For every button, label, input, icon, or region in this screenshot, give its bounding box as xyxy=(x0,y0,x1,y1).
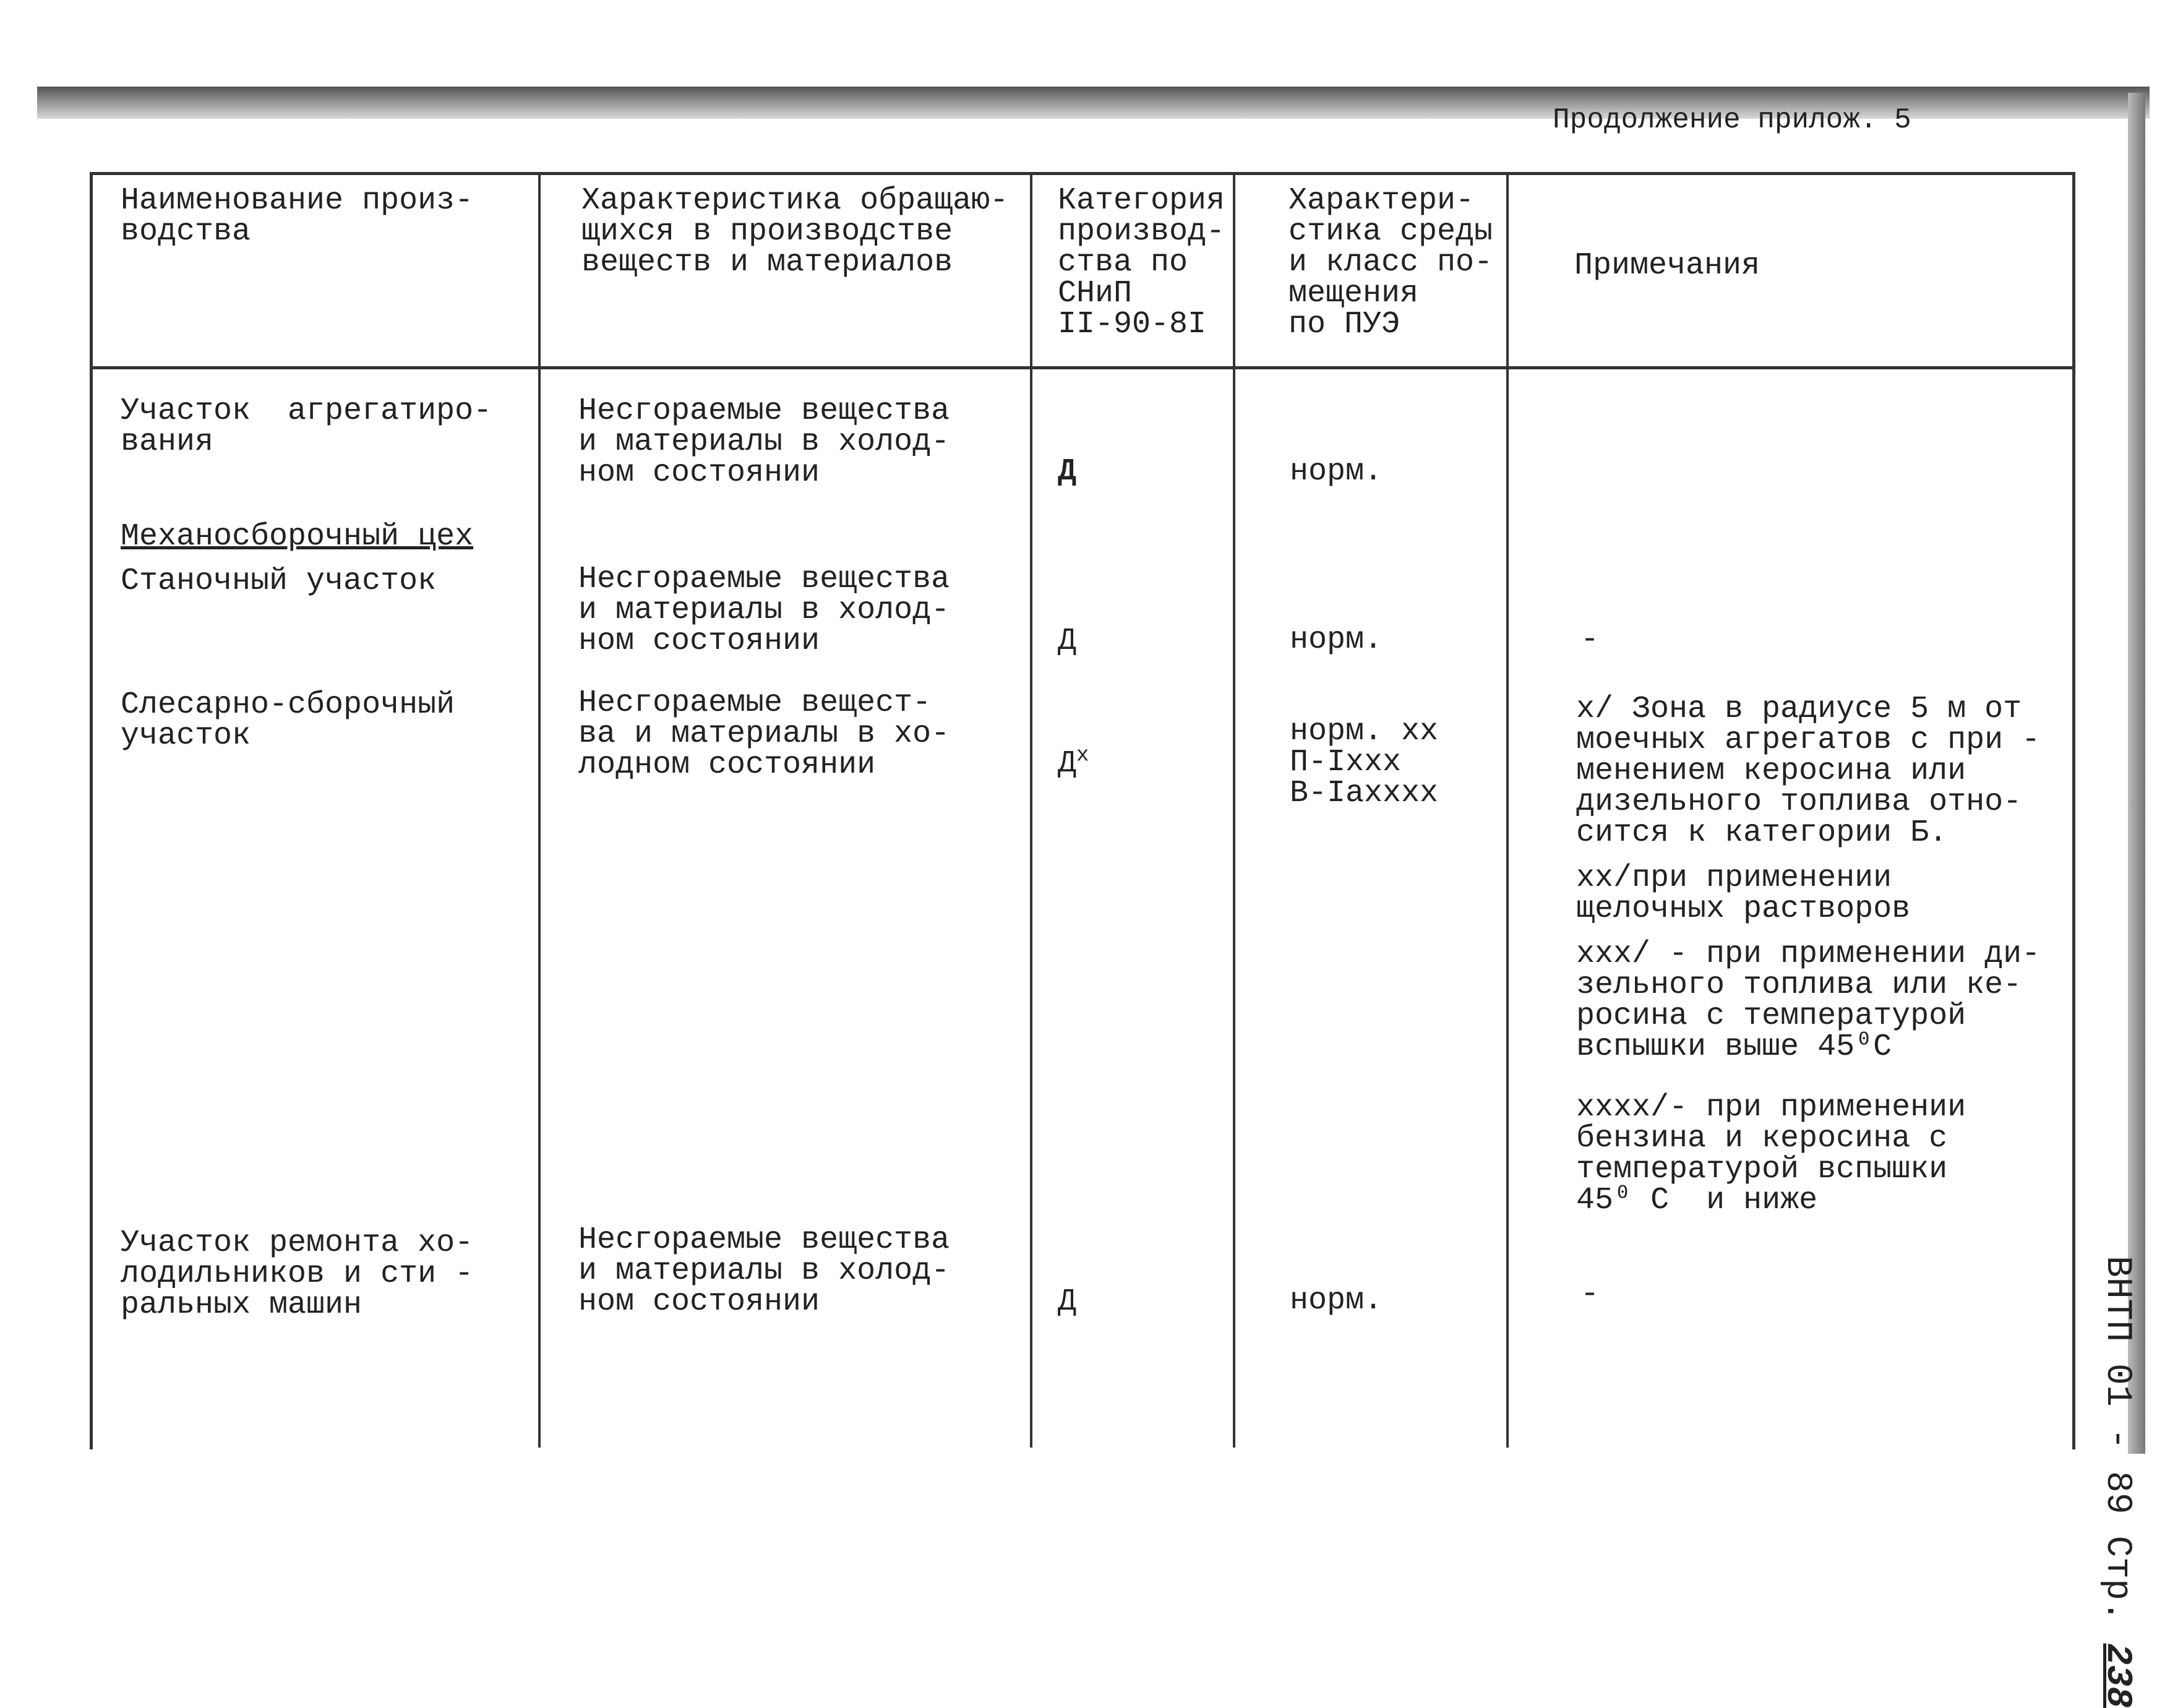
row-2-notes: - xyxy=(1580,622,1600,658)
row-2-category: Д xyxy=(1058,624,1077,659)
row-4-category: Д xyxy=(1058,1284,1077,1320)
column-divider-4 xyxy=(1506,172,1509,1448)
row-4-environment: норм. xyxy=(1290,1283,1383,1318)
column-divider-1 xyxy=(538,172,541,1448)
row-2-name: Станочный участок xyxy=(121,564,437,599)
row-4-notes: - xyxy=(1580,1277,1600,1312)
row-1-name: Участок агрегатиро- вания xyxy=(121,393,492,460)
row-3-environment: норм. xx П-Ixxx В-Iaxxxx xyxy=(1290,714,1439,811)
row-3-note-1: x/ Зона в радиусе 5 м от моечных агрегатов с при - менением керосина или дизельного топлива отно- сится к категории Б. xyxy=(1576,692,2041,851)
column-divider-3 xyxy=(1233,172,1235,1448)
page-number: 238 xyxy=(2097,1643,2137,1708)
row-4-name: Участок ремонта хо- лодильников и сти - ральных машин xyxy=(121,1225,474,1323)
section-title: Механосборочный цех xyxy=(121,519,474,554)
column-header-category: Категория производ- ства по СНиП II-90-8I xyxy=(1058,183,1225,342)
row-3-note-2: xx/при применении щелочных растворов xyxy=(1576,860,1911,927)
row-2-materials: Несгораемые вещества и материалы в холод- ном состоянии xyxy=(578,562,950,659)
row-3-materials: Несгораемые вещест- ва и материалы в хо- лодном состоянии xyxy=(578,685,950,783)
header-divider xyxy=(90,366,2075,369)
row-1-materials: Несгораемые вещества и материалы в холод- ном состоянии xyxy=(578,393,950,491)
row-1-category: Д xyxy=(1058,454,1077,489)
row-3-name: Слесарно-сборочный участок xyxy=(121,687,455,753)
column-header-name: Наименование произ- водства xyxy=(121,183,474,249)
column-divider-2 xyxy=(1030,172,1032,1448)
column-header-environment: Характери- стика среды и класс по- мещения по ПУЭ xyxy=(1289,183,1493,342)
scan-right-edge xyxy=(2128,93,2145,1454)
row-2-environment: норм. xyxy=(1290,622,1383,658)
row-3-note-3: xxx/ - при применении ди- зельного топлива или ке- росина с температурой вспышки выше 45⁰С xyxy=(1576,937,2041,1065)
column-header-notes: Примечания xyxy=(1574,248,1760,283)
page-label: ВНТП 01 - 89 Стр. 238 xyxy=(2097,1256,2137,1708)
row-4-materials: Несгораемые вещества и материалы в холод- ном состоянии xyxy=(578,1222,950,1320)
row-3-note-4: xxxx/- при применении бензина и керосина с температурой вспышки 45⁰ С и ниже xyxy=(1576,1090,1966,1218)
row-3-category: $Д^x$ xyxy=(1058,744,1089,781)
column-header-materials: Характеристика обращаю- щихся в производстве веществ и материалов xyxy=(581,183,1009,280)
continuation-header: Продолжение прилож. 5 xyxy=(1553,104,1911,136)
row-1-environment: норм. xyxy=(1290,454,1383,489)
category-superscript: x xyxy=(1076,744,1089,768)
